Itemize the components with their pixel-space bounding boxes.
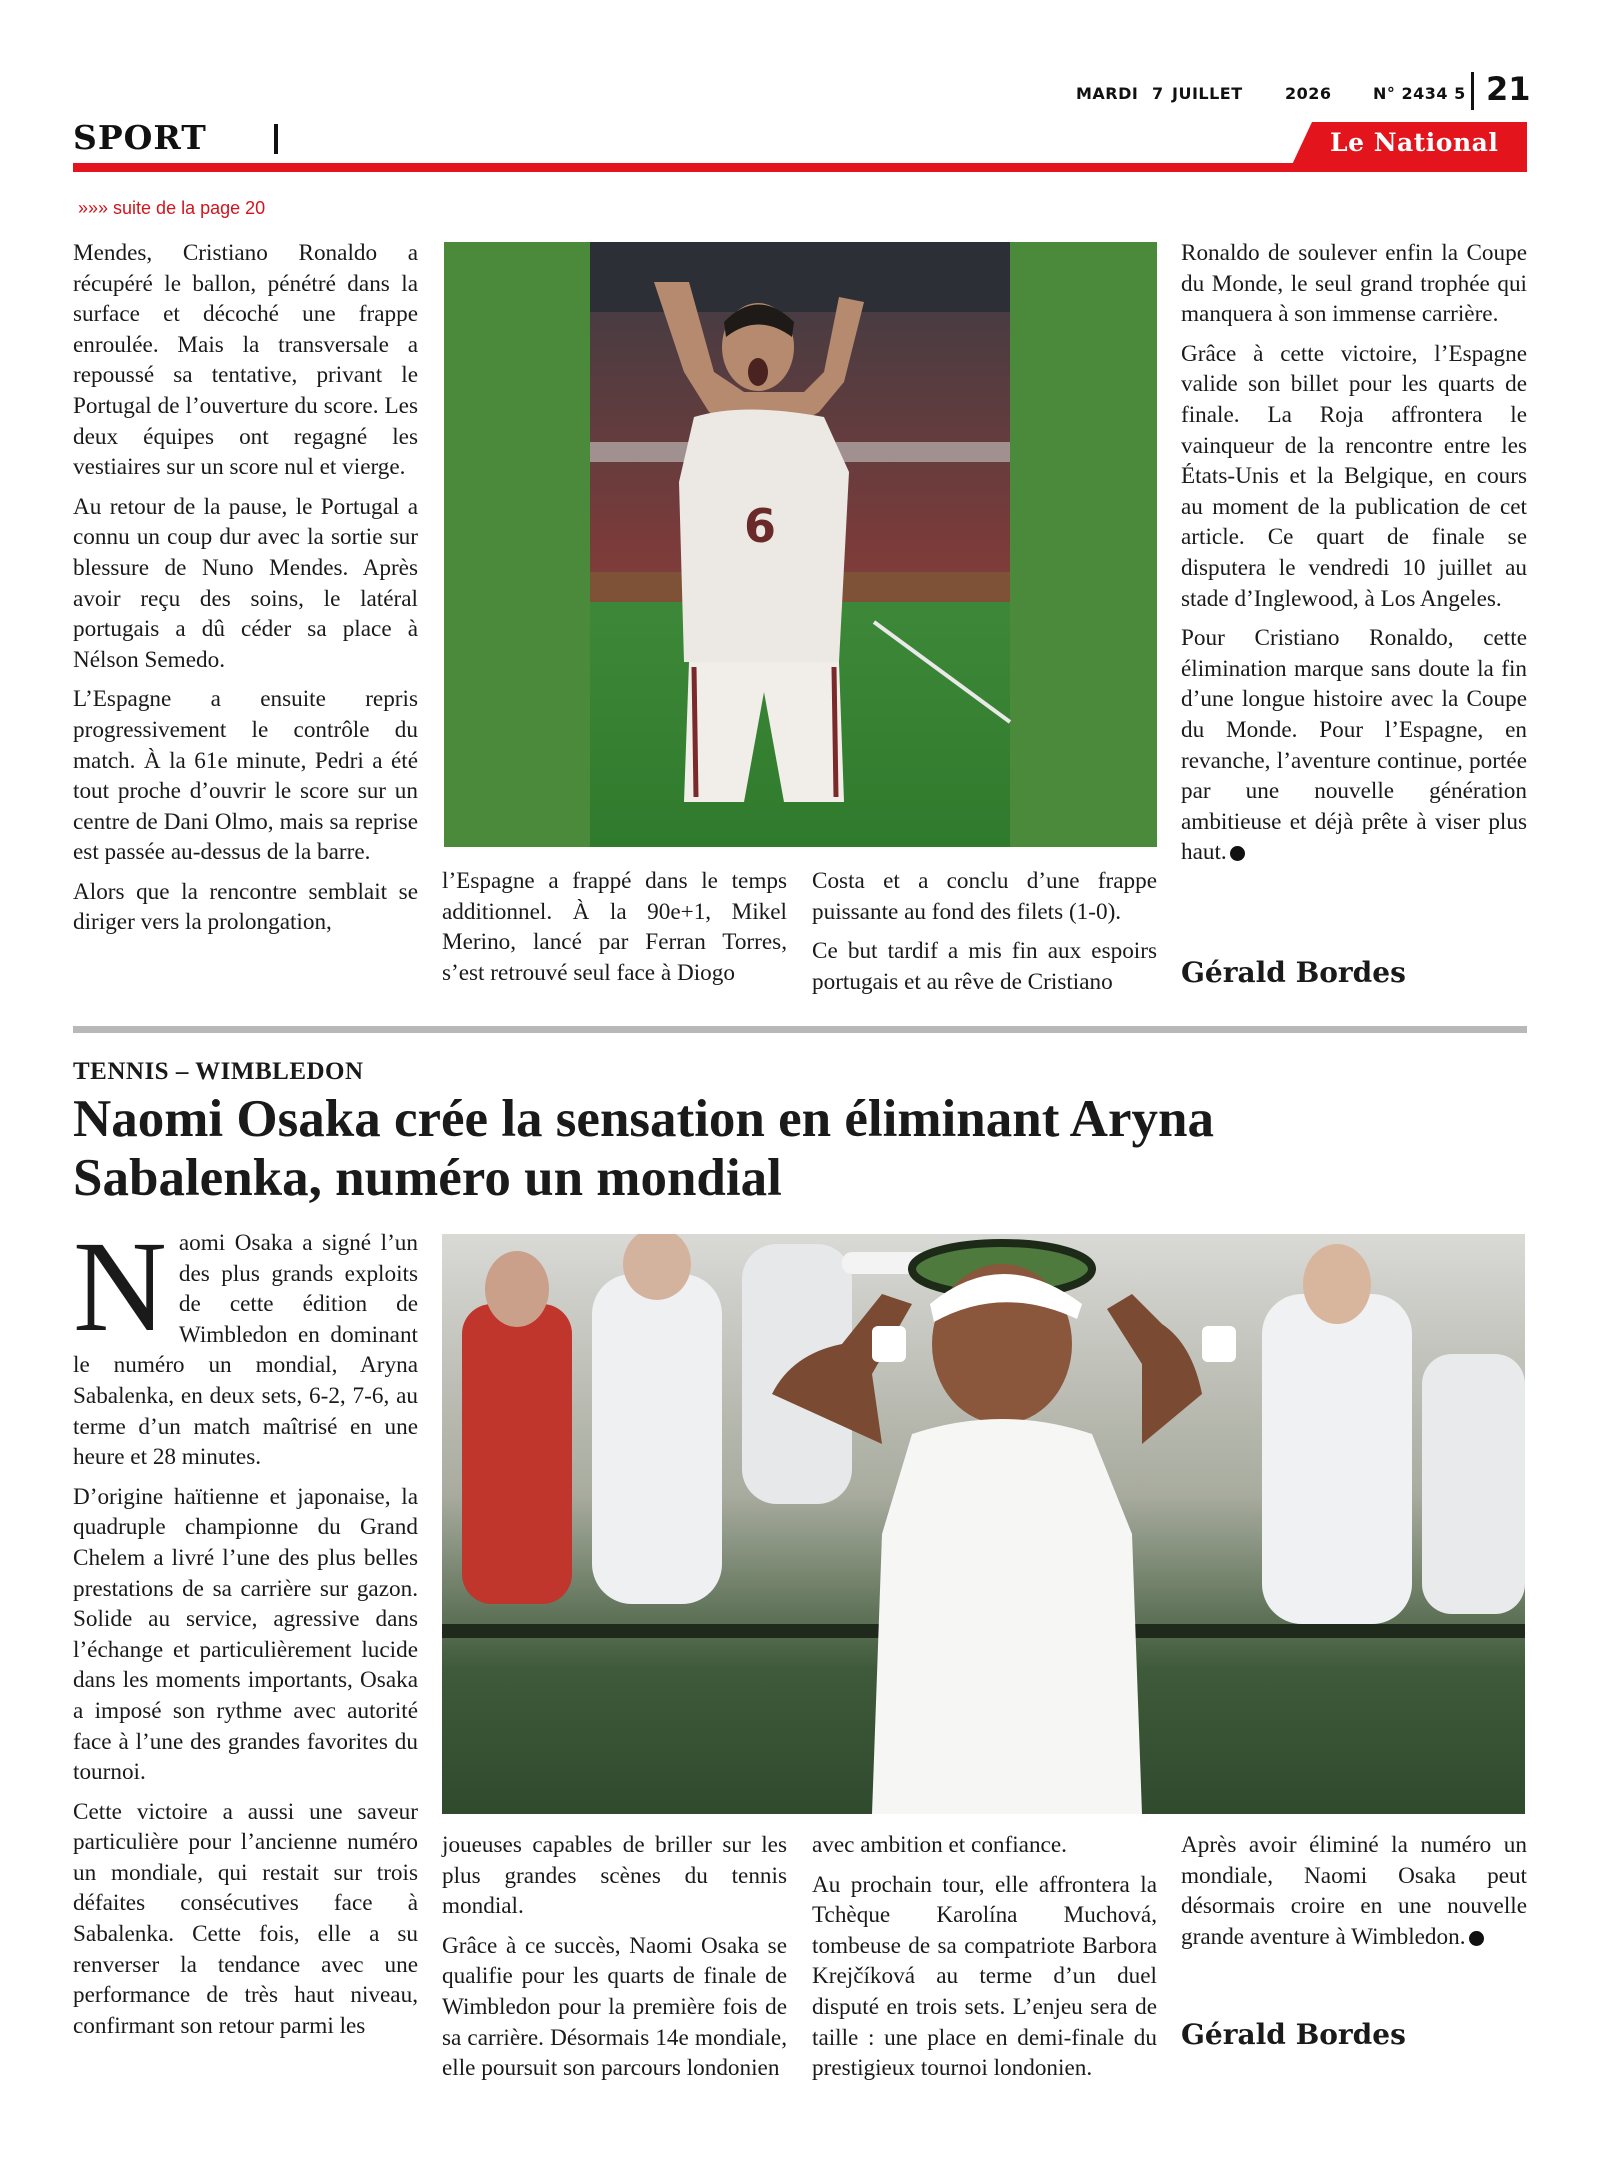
paragraph — [1181, 1830, 1527, 1952]
section-label: SPORT — [73, 118, 207, 157]
brand-name: Le National — [1330, 128, 1499, 157]
jersey-number: 6 — [744, 499, 777, 553]
paragraph: Grâce à ce succès, Naomi Osaka se qualifie pour les quarts de finale de Wimbledon pour la première fois de sa carrière. Désormais 14e mondiale, elle poursuit son parcours londonien — [442, 1932, 787, 2082]
paragraph: D’origine haïtienne et japonaise, la quadruple championne du Grand Chelem a livré l’une des plus belles prestations de sa carrière sur gazon. Solide au service, agressive dans l’échange et particulièrement lucide dans les moments importants, Osaka a imposé son rythme avec autorité face à l’une des grandes favorites du tournoi. — [73, 1483, 418, 1786]
paragraph: Alors que la rencontre semblait se diriger vers la prolongation, — [73, 878, 418, 936]
article1-column-4 — [1181, 238, 1527, 877]
article2-kicker: TENNIS – WIMBLEDON — [73, 1058, 364, 1085]
article2-column-2 — [442, 1830, 787, 2093]
paragraph: joueuses capables de briller sur les plus grandes scènes du tennis mondial. — [442, 1832, 787, 1920]
article1-byline: Gérald Bordes — [1181, 956, 1406, 989]
article1-column-2 — [442, 866, 787, 997]
article2-byline: Gérald Bordes — [1181, 2018, 1406, 2051]
photo-football-player-celebrating — [444, 242, 1157, 847]
header-separator — [1471, 72, 1474, 110]
paragraph: Grâce à cette victoire, l’Espagne valide son billet pour les quarts de finale. La Roja affrontera le vainqueur de la rencontre entre les États-Unis et la Belgique, en cours au moment de la publication de cet article. Ce quart de finale se disputera le vendredi 10 juillet au stade d’Inglewood, à Los Angeles. — [1181, 340, 1527, 612]
paragraph: l’Espagne a frappé dans le temps additionnel. À la 90e+1, Mikel Merino, lancé par Ferran Torres, s’est retrouvé seul face à Diogo — [442, 868, 787, 986]
article1-column-3 — [812, 866, 1157, 1006]
tennis-photo-illustration — [442, 1234, 1525, 1814]
paragraph: Au prochain tour, elle affrontera la Tchèque Karolína Muchová, tombeuse de sa compatriote Barbora Krejčíková au terme d’un duel disputé en trois sets. L’enjeu sera de taille : une place en demi-finale du prestigieux tournoi londonien. — [812, 1871, 1157, 2082]
section-separator — [274, 124, 278, 154]
paragraph — [1181, 623, 1527, 868]
article2-column-4 — [1181, 1830, 1527, 1961]
article-divider — [73, 1026, 1527, 1033]
paragraph-text: aomi Osaka a signé l’un des plus grands exploits de cette édition de Wimbledon en dominant le numéro un mondial, Aryna Sabalenka, en deux sets, 6-2, 7-6, au terme d’un match maîtrisé en une heure et 28 minutes. — [73, 1230, 418, 1471]
page-number: 21 — [1486, 70, 1531, 108]
article2-column-3 — [812, 1830, 1157, 2093]
date-number: 7 — [1152, 84, 1164, 103]
date-year: 2026 — [1285, 84, 1332, 103]
article2-headline: Naomi Osaka crée la sensation en éliminant Aryna Sabalenka, numéro un mondial — [73, 1090, 1214, 1207]
paragraph: Costa et a conclu d’une frappe puissante au fond des filets (1-0). — [812, 868, 1157, 925]
paragraph: Mendes, Cristiano Ronaldo a récupéré le ballon, pénétré dans la surface et décoché une frappe enroulée. Mais la transversale a repoussé sa tentative, privant le Portugal de l’ouverture du score. Les deux équipes ont regagné les vestiaires sur un score nul et vierge. — [73, 240, 418, 481]
continued-from-link[interactable]: »»» suite de la page 20 — [78, 198, 266, 218]
paragraph: Ce but tardif a mis fin aux espoirs portugais et au rêve de Cristiano — [812, 938, 1157, 995]
paragraph: Ronaldo de soulever enfin la Coupe du Monde, le seul grand trophée qui manquera à son immense carrière. — [1181, 240, 1527, 328]
end-of-article-icon — [1230, 846, 1245, 861]
date-day: MARDI — [1076, 84, 1139, 103]
paragraph: Cette victoire a aussi une saveur particulière pour l’ancienne numéro un mondiale, qui restait sur trois défaites consécutives face à Sabalenka. Cette fois, elle a su renverser la tendance avec une performance de très haut niveau, confirmant son retour parmi les — [73, 1798, 418, 2039]
paragraph: L’Espagne a ensuite repris progressivement le contrôle du match. À la 61e minute, Pedri a été tout proche d’ouvrir le score sur un centre de Dani Olmo, mais sa reprise est passée au-dessus de la barre. — [73, 686, 418, 866]
article1-column-1 — [73, 238, 418, 947]
date-month: JUILLET — [1172, 84, 1243, 103]
article2-column-1 — [73, 1215, 418, 2050]
issue-number: N° 2434 5 — [1373, 84, 1466, 103]
paragraph: avec ambition et confiance. — [812, 1832, 1067, 1858]
photo-tennis-player-celebrating — [442, 1234, 1525, 1814]
paragraph — [73, 1215, 418, 1473]
paragraph-text: Pour Cristiano Ronaldo, cette élimination marque sans doute la fin d’une longue histoire avec la Coupe du Monde. Pour l’Espagne, en revanche, l’aventure continue, portée par une nouvelle génération ambitieuse et déjà prête à viser plus haut. — [1181, 625, 1527, 866]
paragraph-text: Après avoir éliminé la numéro un mondiale, Naomi Osaka peut désormais croire en une nouvelle grande aventure à Wimbledon. — [1181, 1832, 1527, 1950]
paragraph: Au retour de la pause, le Portugal a connu un coup dur avec la sortie sur blessure de Nuno Mendes. Après avoir reçu des soins, le latéral portugais a dû céder sa place à Nélson Semedo. — [73, 493, 418, 673]
football-photo-illustration — [444, 242, 1157, 847]
drop-cap: N — [73, 1215, 167, 1359]
end-of-article-icon — [1469, 1931, 1484, 1946]
